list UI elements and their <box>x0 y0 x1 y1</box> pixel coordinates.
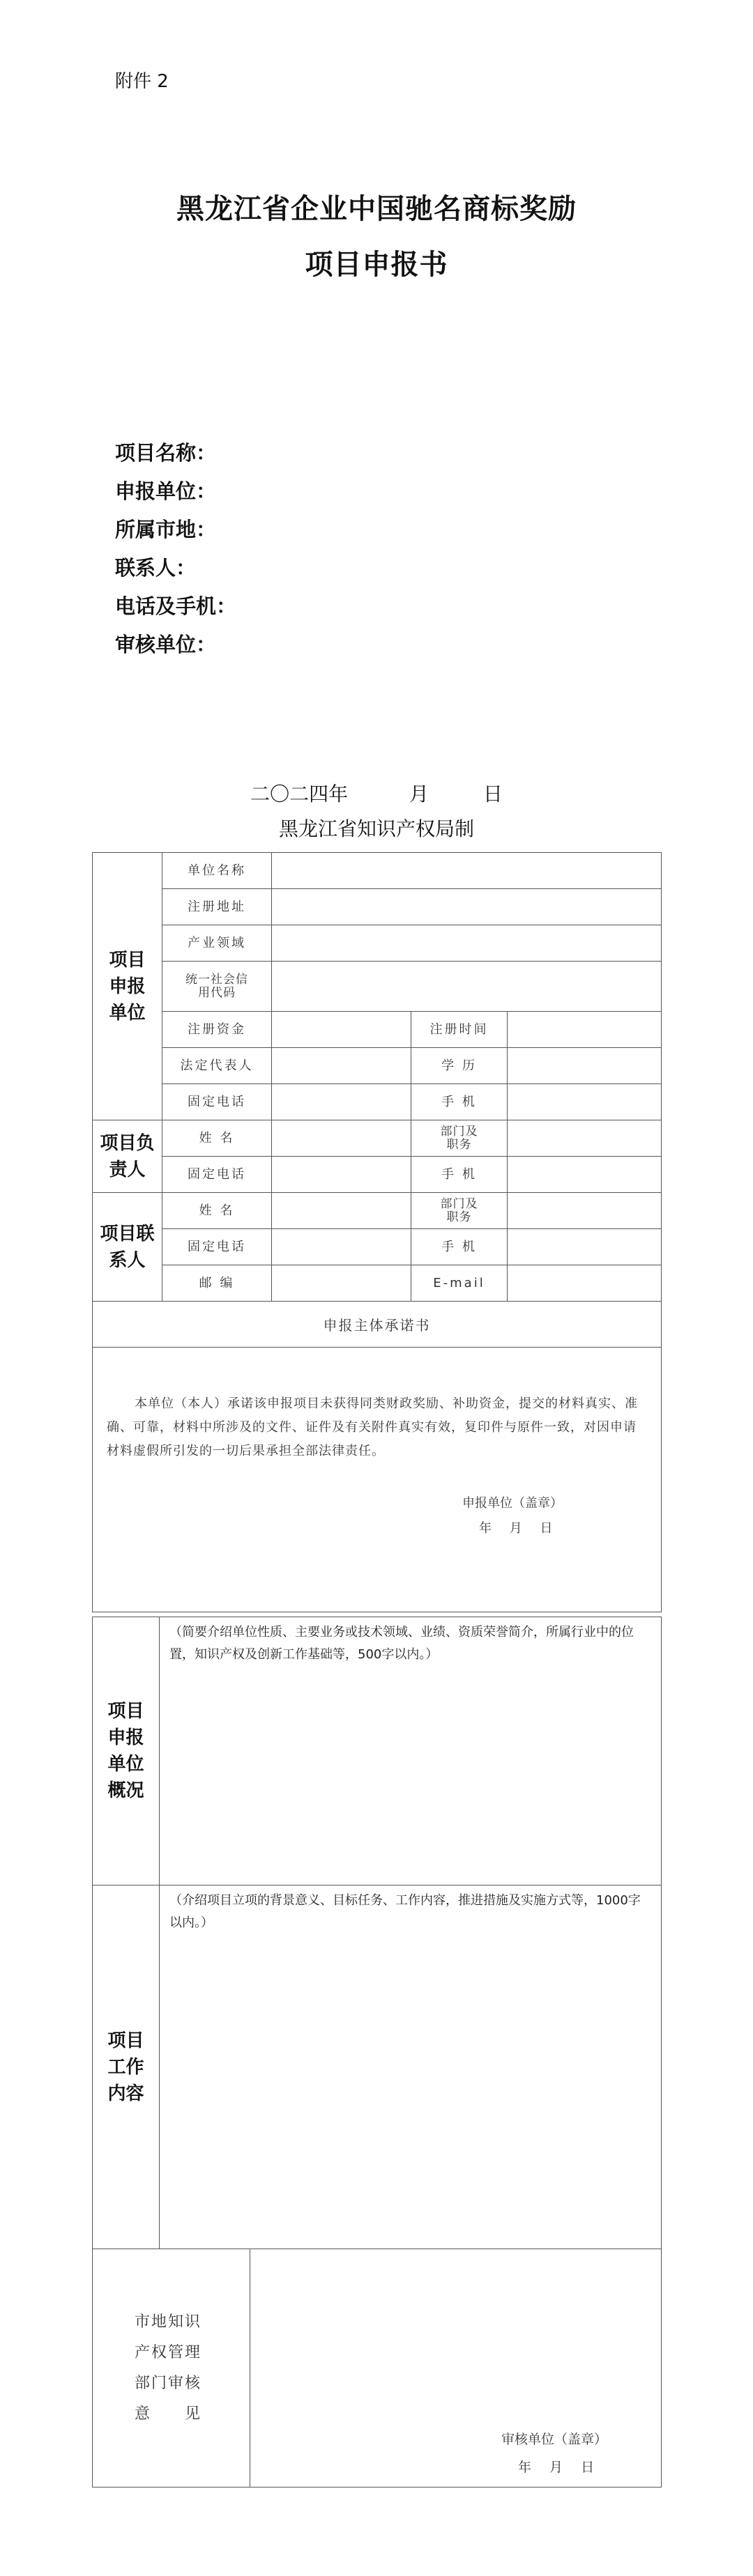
label-leader-dept: 部门及职务 <box>411 1120 508 1157</box>
review-area[interactable] <box>250 2249 662 2488</box>
value-legal-rep[interactable] <box>272 1048 411 1084</box>
field-city: 所属市地： <box>115 518 217 541</box>
label-unit-landline: 固定电话 <box>162 1084 272 1120</box>
field-applicant: 申报单位： <box>115 479 217 503</box>
date-day: 日 <box>482 782 503 805</box>
cover-date <box>0 779 753 807</box>
work-hint: （介绍项目立项的背景意义、目标任务、工作内容，推进措施及实施方式等，1000字以内。） <box>169 1893 641 1930</box>
value-reg-address[interactable] <box>272 889 662 925</box>
promise-date: 年 月 日 <box>479 1521 560 1536</box>
label-industry: 产业领域 <box>162 925 272 962</box>
issuer: 黑龙江省知识产权局制 <box>278 817 474 840</box>
label-overview: 项目申报单位概况 <box>93 1617 160 1885</box>
promise-title: 申报主体承诺书 <box>93 1302 662 1348</box>
value-reg-capital[interactable] <box>272 1012 411 1048</box>
label-contact-mobile: 手 机 <box>411 1229 508 1265</box>
field-reviewer: 审核单位： <box>115 633 217 656</box>
label-contact-landline: 固定电话 <box>162 1229 272 1265</box>
value-credit-code[interactable] <box>272 962 662 1012</box>
review-signer: 审核单位（盖章） <box>501 2432 608 2447</box>
label-reg-address: 注册地址 <box>162 889 272 925</box>
label-unit-mobile: 手 机 <box>411 1084 508 1120</box>
value-education[interactable] <box>508 1048 662 1084</box>
label-credit-code: 统一社会信用代码 <box>162 962 272 1012</box>
overview-hint: （简要介绍单位性质、主要业务或技术领域、业绩、资质荣誉简介，所属行业中的位置，知识产权及创新工作基础等，500字以内。） <box>169 1625 634 1662</box>
date-year: 二〇二四年 <box>250 782 349 805</box>
value-email[interactable] <box>508 1265 662 1302</box>
label-work: 项目工作内容 <box>93 1885 160 2249</box>
work-area[interactable] <box>160 1885 662 2249</box>
label-contact-dept: 部门及职务 <box>411 1193 508 1229</box>
value-leader-name[interactable] <box>272 1120 411 1157</box>
label-review: 市地知识 产权管理 部门审核 意 见 <box>93 2249 250 2488</box>
value-contact-landline[interactable] <box>272 1229 411 1265</box>
value-postcode[interactable] <box>272 1265 411 1302</box>
group-unit: 项目申报单位 <box>93 853 162 1120</box>
review-date: 年 月 日 <box>518 2460 602 2475</box>
label-unit-name: 单位名称 <box>162 853 272 889</box>
field-contact: 联系人： <box>115 556 197 580</box>
value-reg-time[interactable] <box>508 1012 662 1048</box>
value-contact-name[interactable] <box>272 1193 411 1229</box>
value-industry[interactable] <box>272 925 662 962</box>
field-project-name: 项目名称： <box>115 441 217 465</box>
promise-text: 本单位（本人）承诺该申报项目未获得同类财政奖励、补助资金，提交的材料真实、准确、可靠，材料中所涉及的文件、证件及有关附件真实有效，复印件与原件一致，对因申请材料虚假所引发的一切后果承担全部法律责任。 <box>107 1396 638 1458</box>
label-reg-capital: 注册资金 <box>162 1012 272 1048</box>
doc-title-line2: 项目申报书 <box>305 248 448 281</box>
promise-signer: 申报单位（盖章） <box>462 1496 563 1511</box>
overview-area[interactable] <box>160 1617 662 1885</box>
doc-title-line1: 黑龙江省企业中国驰名商标奖励 <box>176 192 577 225</box>
field-phone: 电话及手机： <box>115 594 237 618</box>
value-leader-mobile[interactable] <box>508 1157 662 1193</box>
label-leader-landline: 固定电话 <box>162 1157 272 1193</box>
value-contact-mobile[interactable] <box>508 1229 662 1265</box>
label-education: 学 历 <box>411 1048 508 1084</box>
application-form-table <box>92 852 662 1612</box>
label-contact-name: 姓 名 <box>162 1193 272 1229</box>
value-leader-landline[interactable] <box>272 1157 411 1193</box>
label-postcode: 邮 编 <box>162 1265 272 1302</box>
promise-body <box>93 1348 662 1612</box>
group-leader: 项目负责人 <box>93 1120 162 1193</box>
value-unit-name[interactable] <box>272 853 662 889</box>
label-leader-mobile: 手 机 <box>411 1157 508 1193</box>
attachment-label: 附件 2 <box>115 71 169 92</box>
value-leader-dept[interactable] <box>508 1120 662 1157</box>
value-contact-dept[interactable] <box>508 1193 662 1229</box>
label-reg-time: 注册时间 <box>411 1012 508 1048</box>
project-detail-table <box>92 1617 662 2488</box>
date-month: 月 <box>409 782 429 805</box>
value-unit-landline[interactable] <box>272 1084 411 1120</box>
label-legal-rep: 法定代表人 <box>162 1048 272 1084</box>
group-contact: 项目联系人 <box>93 1193 162 1302</box>
label-leader-name: 姓 名 <box>162 1120 272 1157</box>
label-email: E-mail <box>411 1265 508 1302</box>
value-unit-mobile[interactable] <box>508 1084 662 1120</box>
